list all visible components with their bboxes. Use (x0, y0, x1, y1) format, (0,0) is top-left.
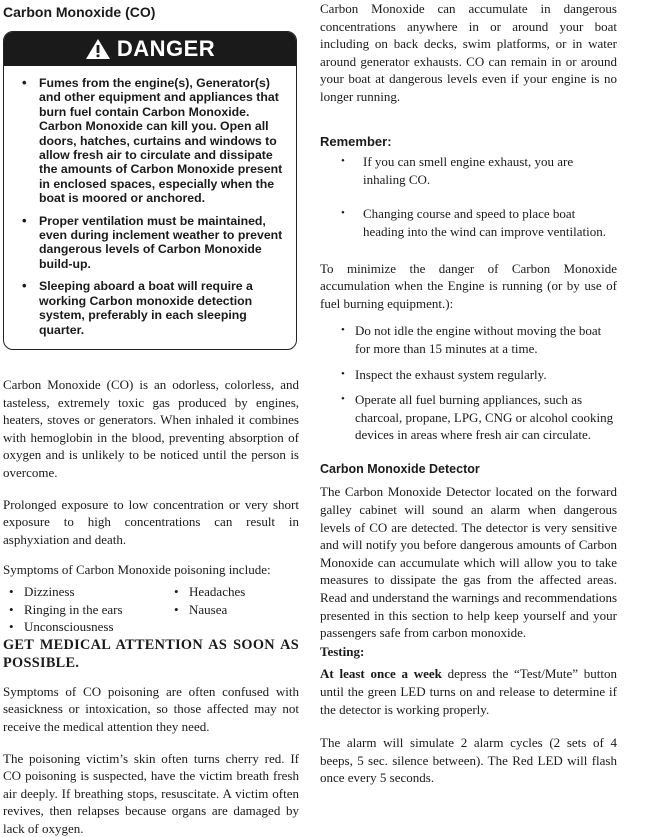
danger-bullet: • Fumes from the engine(s), Generator(s) and other equipment and appliances that burn fuel contain Carbon Monoxide. Carbon Monoxide can kill you. Open all doors, hatches, curtains and windows to allow fresh air to circulate and dissipate the amounts of Carbon Monoxide present in enclosed spaces, especially when the boat is moored or anchored. (22, 76, 286, 206)
testing-heading: Testing: (320, 643, 617, 661)
remember-item: • If you can smell engine exhaust, you are inhaling CO. (320, 153, 617, 188)
confusion-paragraph: Symptoms of CO poisoning are often confused with seasickness or intoxication, so those affected may not receive the medical attention they need. (3, 683, 299, 736)
right-column (320, 0, 617, 787)
minimize-item: • Do not idle the engine without moving the boat for more than 15 minutes at a time. (320, 322, 617, 357)
testing-instructions: depress the “Test/Mute” button until the green LED turns on and release to determine if the detector is working properly. (320, 666, 617, 716)
danger-box (3, 31, 297, 350)
symptom-item: • Headaches (174, 583, 294, 601)
danger-bullet: • Sleeping aboard a boat will require a working Carbon monoxide detection system, preferably in each sleeping quarter. (22, 279, 286, 337)
testing-paragraph (320, 665, 617, 718)
symptom-item: • Nausea (174, 601, 294, 619)
minimize-intro: To minimize the danger of Carbon Monoxide accumulation when the Engine is running (or by use of fuel burning equipment.): (320, 260, 617, 313)
section-title: Carbon Monoxide (CO) (3, 3, 299, 21)
remember-item: • Changing course and speed to place boat heading into the wind can improve ventilation. (320, 205, 617, 240)
warning-triangle-icon (85, 38, 111, 60)
symptom-item: • Unconsciousness (9, 618, 174, 636)
accumulation-paragraph: Carbon Monoxide can accumulate in dangerous concentrations anywhere in or around your boat including on back decks, swim platforms, or in water around generator exhausts. CO can remain in or around your boat at dangerous levels even if your engine is no longer running. (320, 0, 617, 106)
danger-label: DANGER (117, 36, 215, 62)
remember-heading: Remember: (320, 133, 617, 151)
testing-frequency: At least once a week (320, 666, 442, 681)
exposure-paragraph: Prolonged exposure to low concentration or very short exposure to high concentrations can result in asphyxiation and death. (3, 496, 299, 549)
victim-paragraph: The poisoning victim’s skin often turns cherry red. If CO poisoning is suspected, have the victim breath fresh air deeply. If breathing stops, resuscitate. A victim often revives, then relapses because organs are damaged by lack of oxygen. (3, 750, 299, 837)
detector-heading: Carbon Monoxide Detector (320, 461, 617, 479)
danger-bullet: • Proper ventilation must be maintained, even during inclement weather to prevent dangerous levels of Carbon Monoxide build-up. (22, 214, 286, 272)
left-body (3, 376, 299, 837)
danger-header (4, 32, 296, 66)
symptoms-list (9, 583, 299, 636)
minimize-list (320, 322, 617, 444)
danger-list (4, 66, 296, 337)
remember-list (320, 153, 617, 240)
co-description: Carbon Monoxide (CO) is an odorless, colorless, and tasteless, extremely toxic gas produced by engines, heaters, stoves or generators. When inhaled it combines with hemoglobin in the blood, preventing absorption of oxygen and is unlikely to be noticed until the person is overcome. (3, 376, 299, 482)
symptom-item: • Dizziness (9, 583, 174, 601)
left-column (3, 0, 299, 21)
detector-paragraph: The Carbon Monoxide Detector located on the forward galley cabinet will sound an alarm when dangerous levels of CO are detected. The detector is very sensitive and will notify you before dangerous amounts of Carbon Monoxide can accumulate which will allow you to take measures to dissipate the gas from the affected areas. Read and understand the warnings and recommendations presented in this section to help keep yourself and your passengers safe from carbon monoxide. (320, 483, 617, 641)
medical-attention-heading: GET MEDICAL ATTENTION AS SOON AS POSSIBLE. (3, 636, 299, 672)
minimize-item: • Inspect the exhaust system regularly. (320, 366, 617, 384)
symptom-item: • Ringing in the ears (9, 601, 174, 619)
minimize-item: • Operate all fuel burning appliances, such as charcoal, propane, LPG, CNG or alcohol cooking devices in areas where fresh air can circulate. (320, 391, 617, 444)
alarm-paragraph: The alarm will simulate 2 alarm cycles (2 sets of 4 beeps, 5 sec. silence between). The Red LED will flash once every 5 seconds. (320, 734, 617, 787)
symptoms-intro: Symptoms of Carbon Monoxide poisoning include: (3, 561, 299, 579)
